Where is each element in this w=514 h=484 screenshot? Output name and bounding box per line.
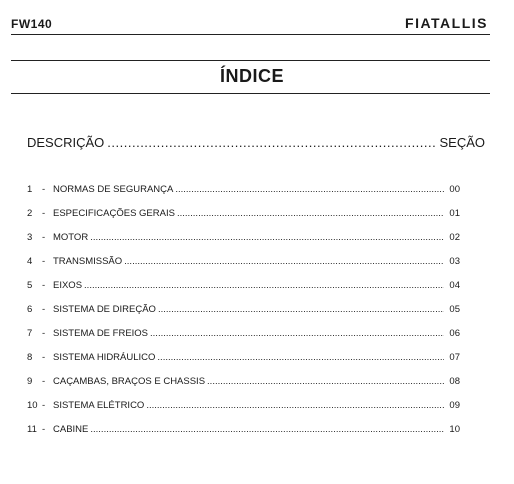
entry-label: ESPECIFICAÇÕES GERAIS <box>53 208 175 219</box>
toc-entry[interactable] <box>27 184 460 208</box>
model-code: FW140 <box>11 17 53 31</box>
entry-section: 09 <box>449 400 460 411</box>
leader-dots <box>90 232 444 243</box>
title-bottom-divider <box>11 93 490 94</box>
toc-entry[interactable] <box>27 400 460 424</box>
entry-number: 9 <box>27 376 33 387</box>
entry-dash: - <box>42 256 46 267</box>
leader-dots <box>175 184 444 195</box>
entry-section: 05 <box>449 304 460 315</box>
entry-number: 3 <box>27 232 33 243</box>
entry-dash: - <box>42 376 46 387</box>
entry-number: 7 <box>27 328 33 339</box>
entry-label: MOTOR <box>53 232 89 243</box>
entry-dash: - <box>42 304 46 315</box>
entry-number: 8 <box>27 352 33 363</box>
entry-section: 03 <box>449 256 460 267</box>
entry-label: CAÇAMBAS, BRAÇOS E CHASSIS <box>53 376 206 387</box>
leader-dots <box>207 376 444 387</box>
leader-dots <box>84 280 444 291</box>
entry-section: 04 <box>449 280 460 291</box>
toc-entry[interactable] <box>27 208 460 232</box>
leader-dots <box>158 304 444 315</box>
entry-label: SISTEMA ELÉTRICO <box>53 400 145 411</box>
toc-entry[interactable] <box>27 280 460 304</box>
entry-section: 01 <box>449 208 460 219</box>
entry-label: CABINE <box>53 424 89 435</box>
leader-dots <box>146 400 444 411</box>
toc-entry[interactable] <box>27 424 460 448</box>
title-top-divider <box>11 60 490 61</box>
leader-dots <box>157 352 444 363</box>
entry-label: SISTEMA DE FREIOS <box>53 328 149 339</box>
entry-number: 5 <box>27 280 33 291</box>
entry-section: 08 <box>449 376 460 387</box>
entry-label: SISTEMA HIDRÁULICO <box>53 352 156 363</box>
entry-number: 1 <box>27 184 33 195</box>
entry-number: 2 <box>27 208 33 219</box>
entry-section: 02 <box>449 232 460 243</box>
toc-entry[interactable] <box>27 256 460 280</box>
table-of-contents <box>27 184 460 448</box>
entry-dash: - <box>42 280 46 291</box>
entry-dash: - <box>42 208 46 219</box>
entry-dash: - <box>42 232 46 243</box>
entry-section: 07 <box>449 352 460 363</box>
entry-section: 10 <box>449 424 460 435</box>
entry-dash: - <box>42 424 46 435</box>
entry-section: 00 <box>449 184 460 195</box>
entry-label: EIXOS <box>53 280 83 291</box>
toc-entry[interactable] <box>27 328 460 352</box>
entry-dash: - <box>42 400 46 411</box>
entry-number: 11 <box>27 424 37 435</box>
entry-number: 6 <box>27 304 33 315</box>
entry-label: NORMAS DE SEGURANÇA <box>53 184 174 195</box>
entry-number: 4 <box>27 256 33 267</box>
header-divider <box>11 34 490 35</box>
description-column-header: DESCRIÇÃO <box>27 135 105 150</box>
leader-dots <box>124 256 444 267</box>
leader-dots <box>177 208 444 219</box>
leader-dots <box>107 135 436 150</box>
toc-entry[interactable] <box>27 304 460 328</box>
entry-dash: - <box>42 328 46 339</box>
toc-entry[interactable] <box>27 352 460 376</box>
entry-section: 06 <box>449 328 460 339</box>
entry-dash: - <box>42 352 46 363</box>
entry-label: SISTEMA DE DIREÇÃO <box>53 304 156 315</box>
brand-logo: FIATALLIS <box>405 15 488 31</box>
entry-label: TRANSMISSÃO <box>53 256 123 267</box>
leader-dots <box>90 424 444 435</box>
toc-entry[interactable] <box>27 232 460 256</box>
entry-number: 10 <box>27 400 38 411</box>
leader-dots <box>150 328 444 339</box>
page-title: ÍNDICE <box>219 66 284 86</box>
section-column-header: SEÇÃO <box>439 135 485 150</box>
toc-column-headers <box>27 135 485 150</box>
toc-entry[interactable] <box>27 376 460 400</box>
entry-dash: - <box>42 184 46 195</box>
